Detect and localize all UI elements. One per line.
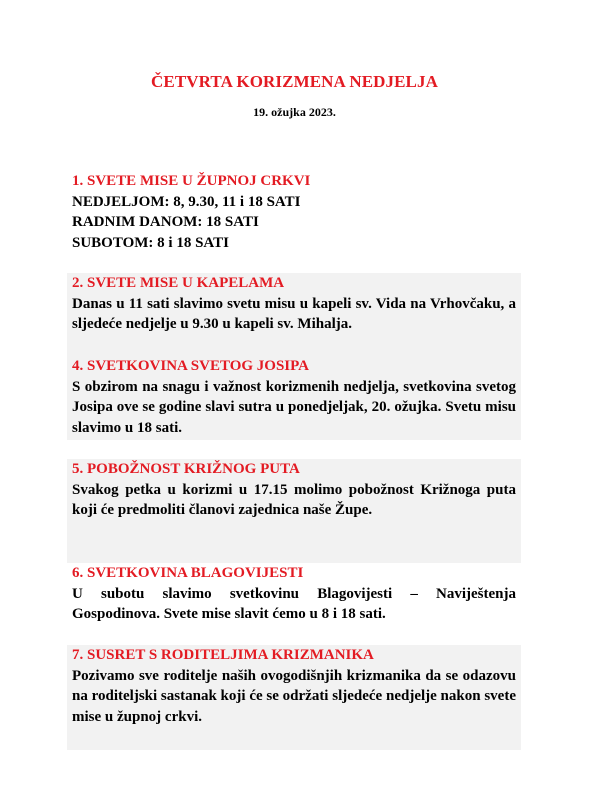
schedule-line-sunday: NEDJELJOM: 8, 9.30, 11 i 18 SATI	[72, 193, 301, 210]
section-heading: 4. SVETKOVINA SVETOG JOSIPA	[72, 358, 310, 374]
document-date: 19. ožujka 2023.	[253, 105, 336, 119]
section-heading: 5. POBOŽNOST KRIŽNOG PUTA	[72, 461, 300, 477]
schedule-line-saturday: SUBOTOM: 8 i 18 SATI	[72, 234, 229, 251]
schedule-line-weekday: RADNIM DANOM: 18 SATI	[72, 214, 259, 230]
section-annunciation	[67, 563, 521, 630]
section-body: Danas u 11 sati slavimo svetu misu u kapeli sv. Vida na Vrhovčaku, a sljedeće nedjelje u 9.30 u kapeli sv. Mihalja.	[72, 295, 516, 332]
section-body: U subotu slavimo svetkovinu Blagovijesti – Naviještenja Gospodinova. Svete mise slavit ćemo u 8 i 18 sati.	[72, 585, 516, 622]
section-heading: 7. SUSRET S RODITELJIMA KRIZMANIKA	[72, 647, 374, 663]
section-confirmation-parents-meeting	[67, 645, 521, 750]
page-title: ČETVRTA KORIZMENA NEDJELJA	[151, 72, 438, 91]
section-mass-parish-church	[67, 171, 521, 253]
section-saint-joseph	[67, 356, 521, 440]
section-way-of-the-cross	[67, 459, 521, 563]
section-mass-chapels	[67, 273, 521, 356]
section-body: Svakog petka u korizmi u 17.15 molimo pobožnost Križnoga puta koji će predmoliti članovi zajednica naše Župe.	[72, 481, 516, 518]
section-heading: 6. SVETKOVINA BLAGOVIJESTI	[72, 565, 304, 581]
section-body: Pozivamo sve roditelje naših ovogodišnjih krizmanika da se odazovu na roditeljski sastanak koji će se održati sljedeće nedjelje nakon svete mise u župnoj crkvi.	[72, 667, 516, 725]
section-divider	[67, 440, 521, 459]
section-heading: 1. SVETE MISE U ŽUPNOJ CRKVI	[72, 173, 311, 189]
section-heading: 2. SVETE MISE U KAPELAMA	[72, 275, 285, 291]
section-body: S obzirom na snagu i važnost korizmenih nedjelja, svetkovina svetog Josipa ove se godine slavi sutra u ponedjeljak, 20. ožujka. Svetu misu slavimo u 18 sati.	[72, 378, 516, 436]
